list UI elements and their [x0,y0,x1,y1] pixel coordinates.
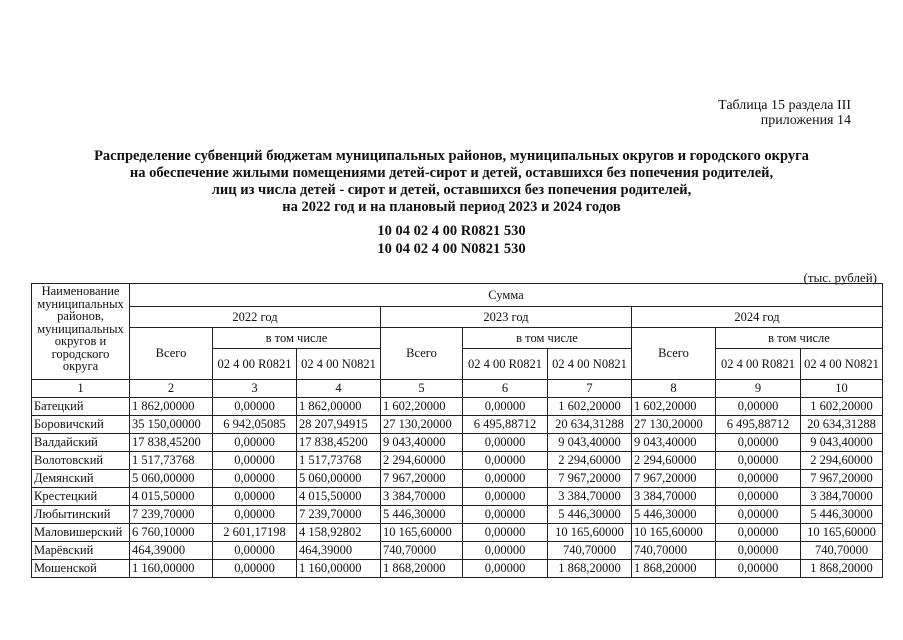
amount-cell: 1 868,20000 [801,560,883,578]
amount-cell: 0,00000 [213,434,297,452]
table-row [32,506,883,524]
amount-cell: 3 384,70000 [381,488,463,506]
amount-cell: 27 130,20000 [632,416,716,434]
amount-cell: 0,00000 [716,398,801,416]
amount-cell: 7 239,70000 [130,506,213,524]
amount-cell: 0,00000 [463,398,548,416]
amount-cell: 1 602,20000 [632,398,716,416]
header-total-2024: Всего [632,328,716,380]
amount-cell: 740,70000 [381,542,463,560]
col-number: 3 [213,380,297,398]
amount-cell: 0,00000 [716,524,801,542]
budget-code-1: 10 04 02 4 00 R0821 530 [377,223,526,239]
amount-cell: 4 015,50000 [130,488,213,506]
amount-cell: 0,00000 [463,470,548,488]
amount-cell: 27 130,20000 [381,416,463,434]
amount-cell: 20 634,31288 [548,416,632,434]
amount-cell: 5 446,30000 [548,506,632,524]
amount-cell: 6 760,10000 [130,524,213,542]
amount-cell: 1 862,00000 [297,398,381,416]
budget-codes [0,222,903,258]
amount-cell: 740,70000 [632,542,716,560]
header-sum: Сумма [130,284,883,307]
amount-cell: 740,70000 [801,542,883,560]
amount-cell: 6 495,88712 [716,416,801,434]
table-body [32,398,883,578]
amount-cell: 1 517,73768 [297,452,381,470]
amount-cell: 0,00000 [716,542,801,560]
amount-cell: 0,00000 [716,434,801,452]
amount-cell: 5 446,30000 [801,506,883,524]
caption-line-1: Таблица 15 раздела III [718,98,851,113]
header-year-2022: 2022 год [130,307,381,328]
amount-cell: 1 160,00000 [130,560,213,578]
amount-cell: 4 158,92802 [297,524,381,542]
amount-cell: 5 446,30000 [381,506,463,524]
title-line-2: на обеспечение жилыми помещениями детей-сирот и детей, оставшихся без попечения родителей, [129,165,774,181]
header-code-r-2022: 02 4 00 R0821 [213,349,297,380]
amount-cell: 1 868,20000 [381,560,463,578]
table-row [32,470,883,488]
amount-cell: 464,39000 [297,542,381,560]
amount-cell: 7 967,20000 [548,470,632,488]
amount-cell: 0,00000 [213,488,297,506]
amount-cell: 5 060,00000 [130,470,213,488]
amount-cell: 7 967,20000 [632,470,716,488]
amount-cell: 17 838,45200 [130,434,213,452]
amount-cell: 4 015,50000 [297,488,381,506]
amount-cell: 3 384,70000 [548,488,632,506]
title-line-1: Распределение субвенций бюджетам муниципальных районов, муниципальных округов и городского округа [94,148,809,164]
table-header [32,284,883,398]
col-number: 1 [32,380,130,398]
title-line-4: на 2022 год и на плановый период 2023 и 2024 годов [282,199,621,215]
amount-cell: 0,00000 [463,524,548,542]
amount-cell: 10 165,60000 [801,524,883,542]
table-row [32,452,883,470]
amount-cell: 2 294,60000 [632,452,716,470]
header-code-n-2023: 02 4 00 N0821 [548,349,632,380]
amount-cell: 0,00000 [463,506,548,524]
amount-cell: 740,70000 [548,542,632,560]
header-code-r-2024: 02 4 00 R0821 [716,349,801,380]
col-number: 10 [801,380,883,398]
col-number: 7 [548,380,632,398]
amount-cell: 1 868,20000 [548,560,632,578]
amount-cell: 0,00000 [213,470,297,488]
amount-cell: 0,00000 [463,560,548,578]
header-total-2023: Всего [381,328,463,380]
table-row [32,488,883,506]
col-number: 4 [297,380,381,398]
table-row [32,560,883,578]
table-caption [718,98,851,128]
header-name-col: Наименование муниципальных районов, муниципальных округов и городского округа [32,284,130,380]
amount-cell: 9 043,40000 [381,434,463,452]
header-year-2024: 2024 год [632,307,883,328]
amount-cell: 0,00000 [213,452,297,470]
document-title [0,148,903,216]
amount-cell: 0,00000 [716,452,801,470]
amount-cell: 10 165,60000 [632,524,716,542]
amount-cell: 5 060,00000 [297,470,381,488]
amount-cell: 0,00000 [463,434,548,452]
col-number: 5 [381,380,463,398]
amount-cell: 28 207,94915 [297,416,381,434]
header-including-2022: в том числе [213,328,381,349]
table-row [32,416,883,434]
amount-cell: 464,39000 [130,542,213,560]
amount-cell: 0,00000 [213,560,297,578]
amount-cell: 10 165,60000 [381,524,463,542]
amount-cell: 0,00000 [716,488,801,506]
table-row [32,542,883,560]
amount-cell: 5 446,30000 [632,506,716,524]
amount-cell: 35 150,00000 [130,416,213,434]
amount-cell: 0,00000 [213,398,297,416]
units-label: (тыс. рублей) [803,270,877,285]
amount-cell: 0,00000 [463,542,548,560]
header-code-r-2023: 02 4 00 R0821 [463,349,548,380]
amount-cell: 2 294,60000 [801,452,883,470]
amount-cell: 0,00000 [463,488,548,506]
table-row [32,398,883,416]
amount-cell: 3 384,70000 [632,488,716,506]
amount-cell: 0,00000 [213,542,297,560]
amount-cell: 6 942,05085 [213,416,297,434]
column-number-row [32,380,883,398]
col-number: 8 [632,380,716,398]
amount-cell: 6 495,88712 [463,416,548,434]
amount-cell: 1 868,20000 [632,560,716,578]
col-number: 2 [130,380,213,398]
amount-cell: 9 043,40000 [632,434,716,452]
header-including-2023: в том числе [463,328,632,349]
amount-cell: 0,00000 [716,560,801,578]
district-name-cell: Любытинский [32,506,130,524]
header-total-2022: Всего [130,328,213,380]
district-name-cell: Демянский [32,470,130,488]
amount-cell: 7 967,20000 [801,470,883,488]
table-row [32,524,883,542]
title-line-3: лиц из числа детей - сирот и детей, оставшихся без попечения родителей, [211,182,692,198]
caption-line-2: приложения 14 [760,113,851,128]
amount-cell: 0,00000 [463,452,548,470]
amount-cell: 20 634,31288 [801,416,883,434]
header-including-2024: в том числе [716,328,883,349]
budget-code-2: 10 04 02 4 00 N0821 530 [377,241,526,257]
amount-cell: 10 165,60000 [548,524,632,542]
district-name-cell: Крестецкий [32,488,130,506]
amount-cell: 1 862,00000 [130,398,213,416]
amount-cell: 1 602,20000 [548,398,632,416]
amount-cell: 17 838,45200 [297,434,381,452]
amount-cell: 0,00000 [716,506,801,524]
table-row [32,434,883,452]
amount-cell: 2 294,60000 [548,452,632,470]
district-name-cell: Маловишерский [32,524,130,542]
district-name-cell: Волотовский [32,452,130,470]
header-year-2023: 2023 год [381,307,632,328]
col-number: 6 [463,380,548,398]
amount-cell: 7 967,20000 [381,470,463,488]
amount-cell: 1 602,20000 [381,398,463,416]
amount-cell: 0,00000 [716,470,801,488]
amount-cell: 2 601,17198 [213,524,297,542]
amount-cell: 9 043,40000 [801,434,883,452]
amount-cell: 7 239,70000 [297,506,381,524]
amount-cell: 1 517,73768 [130,452,213,470]
amount-cell: 3 384,70000 [801,488,883,506]
district-name-cell: Мошенской [32,560,130,578]
district-name-cell: Валдайский [32,434,130,452]
amount-cell: 1 602,20000 [801,398,883,416]
district-name-cell: Боровичский [32,416,130,434]
district-name-cell: Марёвский [32,542,130,560]
amount-cell: 1 160,00000 [297,560,381,578]
amount-cell: 2 294,60000 [381,452,463,470]
header-code-n-2022: 02 4 00 N0821 [297,349,381,380]
subsidy-table [31,283,883,578]
col-number: 9 [716,380,801,398]
amount-cell: 0,00000 [213,506,297,524]
header-code-n-2024: 02 4 00 N0821 [801,349,883,380]
amount-cell: 9 043,40000 [548,434,632,452]
district-name-cell: Батецкий [32,398,130,416]
